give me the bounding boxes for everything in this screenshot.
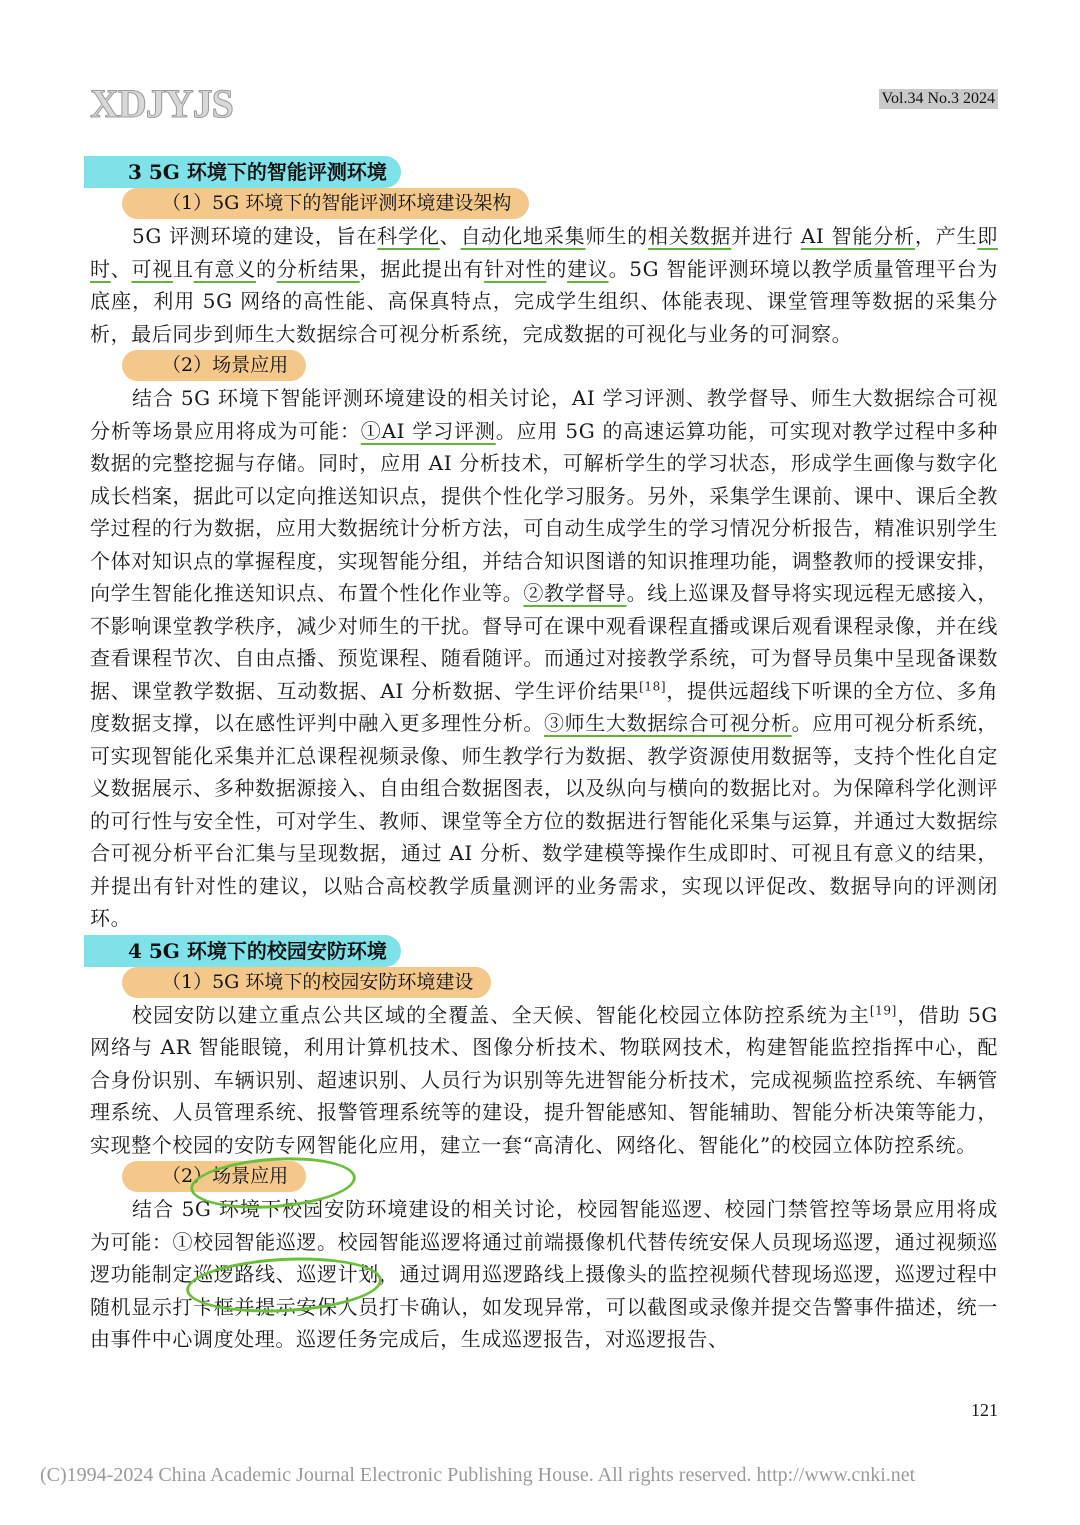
journal-logo: XDJYJS	[90, 81, 233, 126]
citation: [19]	[869, 1002, 897, 1017]
paragraph-4-1: 校园安防以建立重点公共区域的全覆盖、全天候、智能化校园立体防控系统为主[19]，借助 5G 网络与 AR 智能眼镜，利用计算机技术、图像分析技术、物联网技术，构建智能监控指挥中心，配合身份识别、车辆识别、超速识别、人员行为识别等先进智能分析技术，完成视频监控系统、车辆管理系统、人员管理系统、报警管理系统等的建设，提升智能感知、智能辅助、智能分析决策等能力，实现整个校园的安防专网智能化应用，建立一套“高清化、网络化、智能化”的校园立体防控系统。	[90, 1002, 998, 1157]
section-3-1-heading: （1）5G 环境下的智能评测环境建设架构	[122, 188, 529, 219]
highlight: AI 智能分析	[800, 224, 915, 248]
highlight: 自动化地采集	[460, 224, 586, 248]
citation: [18]	[639, 678, 667, 693]
highlight: ②教学督导	[523, 581, 627, 605]
section-4-2-heading: （2）场景应用	[122, 1161, 306, 1192]
highlight: 分析结果	[276, 256, 360, 281]
section-4-heading: 4 5G 环境下的校园安防环境	[84, 935, 401, 967]
paragraph-3-2: 结合 5G 环境下智能评测环境建设的相关讨论，AI 学习评测、教学督导、师生大数据综合可视分析等场景应用将成为可能：①AI 学习评测。应用 5G 的高速运算功能，可实现对教学过程中多种数据的完整挖掘与存储。同时，应用 AI 分析技术，可解析学生的学习状态，形成学生画像与数字化成长档案，据此可以定向推送知识点，提供个性化学习服务。另外，采集学生课前、课中、课后全教学过程的行为数据，应用大数据统计分析方法，可自动生成学生的学习情况分析报告，精准识别学生个体对知识点的掌握程度，实现智能分组，并结合知识图谱的知识推理功能，调整教师的授课安排，向学生智能化推送知识点、布置个性化作业等。②教学督导。线上巡课及督导将实现远程无感接入，不影响课堂教学秩序，减少对师生的干扰。督导可在课中观看课程直播或课后观看课程录像，并在线查看课程节次、自由点播、预览课程、随看随评。而通过对接教学系统，可为督导员集中呈现备课数据、课堂教学数据、互动数据、AI 分析数据、学生评价结果[18]，提供远超线下听课的全方位、多角度数据支撑，以在感性评判中融入更多理性分析。③师生大数据综合可视分析。应用可视分析系统，可实现智能化采集并汇总课程视频录像、师生教学行为数据、教学资源使用数据等，支持个性化自定义数据展示、多种数据源接入、自由组合数据图表，以及纵向与横向的数据比对。为保障科学化测评的可行性与安全性，可对学生、教师、课堂等全方位的数据进行智能化采集与运算，并通过大数据综合可视分析平台汇集与呈现数据，通过 AI 分析、数学建模等操作生成即时、可视且有意义的结果，并提出有针对性的建议，以贴合高校教学质量测评的业务需求，实现以评促改、数据导向的评测闭环。	[90, 386, 999, 930]
volume-label: Vol.34 No.3 2024	[879, 89, 999, 109]
section-4-1-heading: （1）5G 环境下的校园安防环境建设	[122, 967, 491, 998]
highlight: 有意义	[193, 256, 256, 281]
paragraph-4-2: 结合 5G 环境下校园安防环境建设的相关讨论，校园智能巡逻、校园门禁管控等场景应用将成为可能：①校园智能巡逻。校园智能巡逻将通过前端摄像机代替传统安保人员现场巡逻，通过视频巡逻功能制定巡逻路线、巡逻计划，通过调用巡逻路线上摄像头的监控视频代替现场巡逻，巡逻过程中随机显示打卡框并提示安保人员打卡确认，如发现异常，可以截图或录像并提交告警事件描述，统一由事件中心调度处理。巡逻任务完成后，生成巡逻报告，对巡逻报告、	[90, 1197, 998, 1351]
highlight: 针对性	[484, 256, 547, 281]
section-3-heading: 3 5G 环境下的智能评测环境	[84, 156, 401, 188]
section-3-2-heading: （2）场景应用	[122, 350, 306, 381]
highlight: ③师生大数据综合可视分析	[544, 711, 792, 735]
copyright-notice: (C)1994-2024 China Academic Journal Electronic Publishing House. All rights reserved. http://www.cnki.net	[40, 1464, 916, 1486]
highlight: 即时	[90, 224, 998, 281]
page-number: 121	[971, 1400, 998, 1420]
highlight: 可视	[131, 256, 173, 281]
highlight: 科学化	[377, 224, 440, 248]
highlight: ①AI 学习评测	[360, 418, 496, 443]
paragraph-3-1: 5G 评测环境的建设，旨在科学化、自动化地采集师生的相关数据并进行 AI 智能分析，产生即时、可视且有意义的分析结果，据此提出有针对性的建议。5G 智能评测环境以教学质量管理平台为底座，利用 5G 网络的高性能、高保真特点，完成学生组织、体能表现、课堂管理等数据的采集分析，最后同步到师生大数据综合可视分析系统，完成数据的可视化与业务的可洞察。	[90, 224, 998, 346]
highlight: 建议	[567, 256, 609, 281]
highlight: 相关数据	[647, 224, 732, 248]
